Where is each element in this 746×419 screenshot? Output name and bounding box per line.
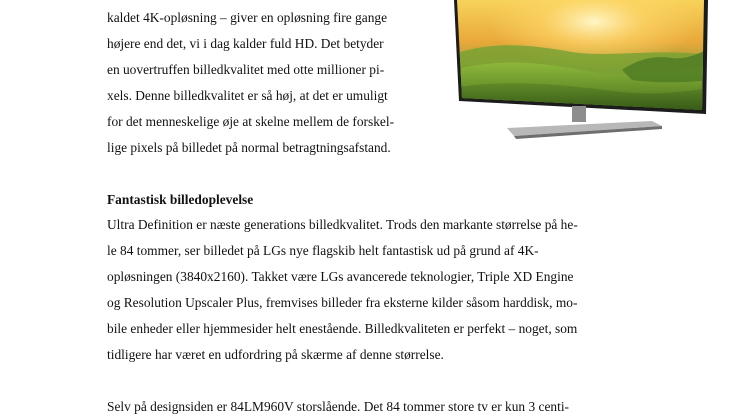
intro-line-1: kaldet 4K-opløsning – giver en opløsning fire gange: [107, 10, 388, 25]
intro-line-5: for det menneskelige øje at skelne mellem de forskel-: [107, 114, 395, 129]
section-line-6: tidligere har været en udfordring på skærme af denne størrelse.: [107, 347, 444, 362]
intro-line-2: højere end det, vi i dag kalder fuld HD. Det betyder: [107, 36, 384, 51]
tv-stand-neck: [572, 106, 586, 122]
section-line-4: og Resolution Upscaler Plus, fremvises billeder fra eksterne kilder såsom harddisk, mo-: [107, 295, 578, 310]
intro-line-3: en uovertruffen billedkvalitet med otte millioner pi-: [107, 62, 385, 77]
section-line-3: opløsningen (3840x2160). Takket være LGs avancerede teknologier, Triple XD Engine: [107, 269, 574, 284]
section-heading: Fantastisk billedoplevelse: [107, 192, 254, 207]
intro-line-6: lige pixels på billedet på normal betragtningsafstand.: [107, 140, 391, 155]
section-line-1: Ultra Definition er næste generations billedkvalitet. Trods den markante størrelse på he-: [107, 217, 578, 232]
final-paragraph-line-1: Selv på designsiden er 84LM960V storslående. Det 84 tommer store tv er kun 3 centi-: [107, 399, 570, 414]
intro-line-4: xels. Denne billedkvalitet er så høj, at det er umuligt: [107, 88, 388, 103]
tv-product-image: [452, 0, 710, 140]
section-line-2: le 84 tommer, ser billedet på LGs nye flagskib helt fantastisk ud på grund af 4K-: [107, 243, 539, 258]
section-line-5: bile enheder eller hjemmesider helt enestående. Billedkvaliteten er perfekt – noget, som: [107, 321, 578, 336]
